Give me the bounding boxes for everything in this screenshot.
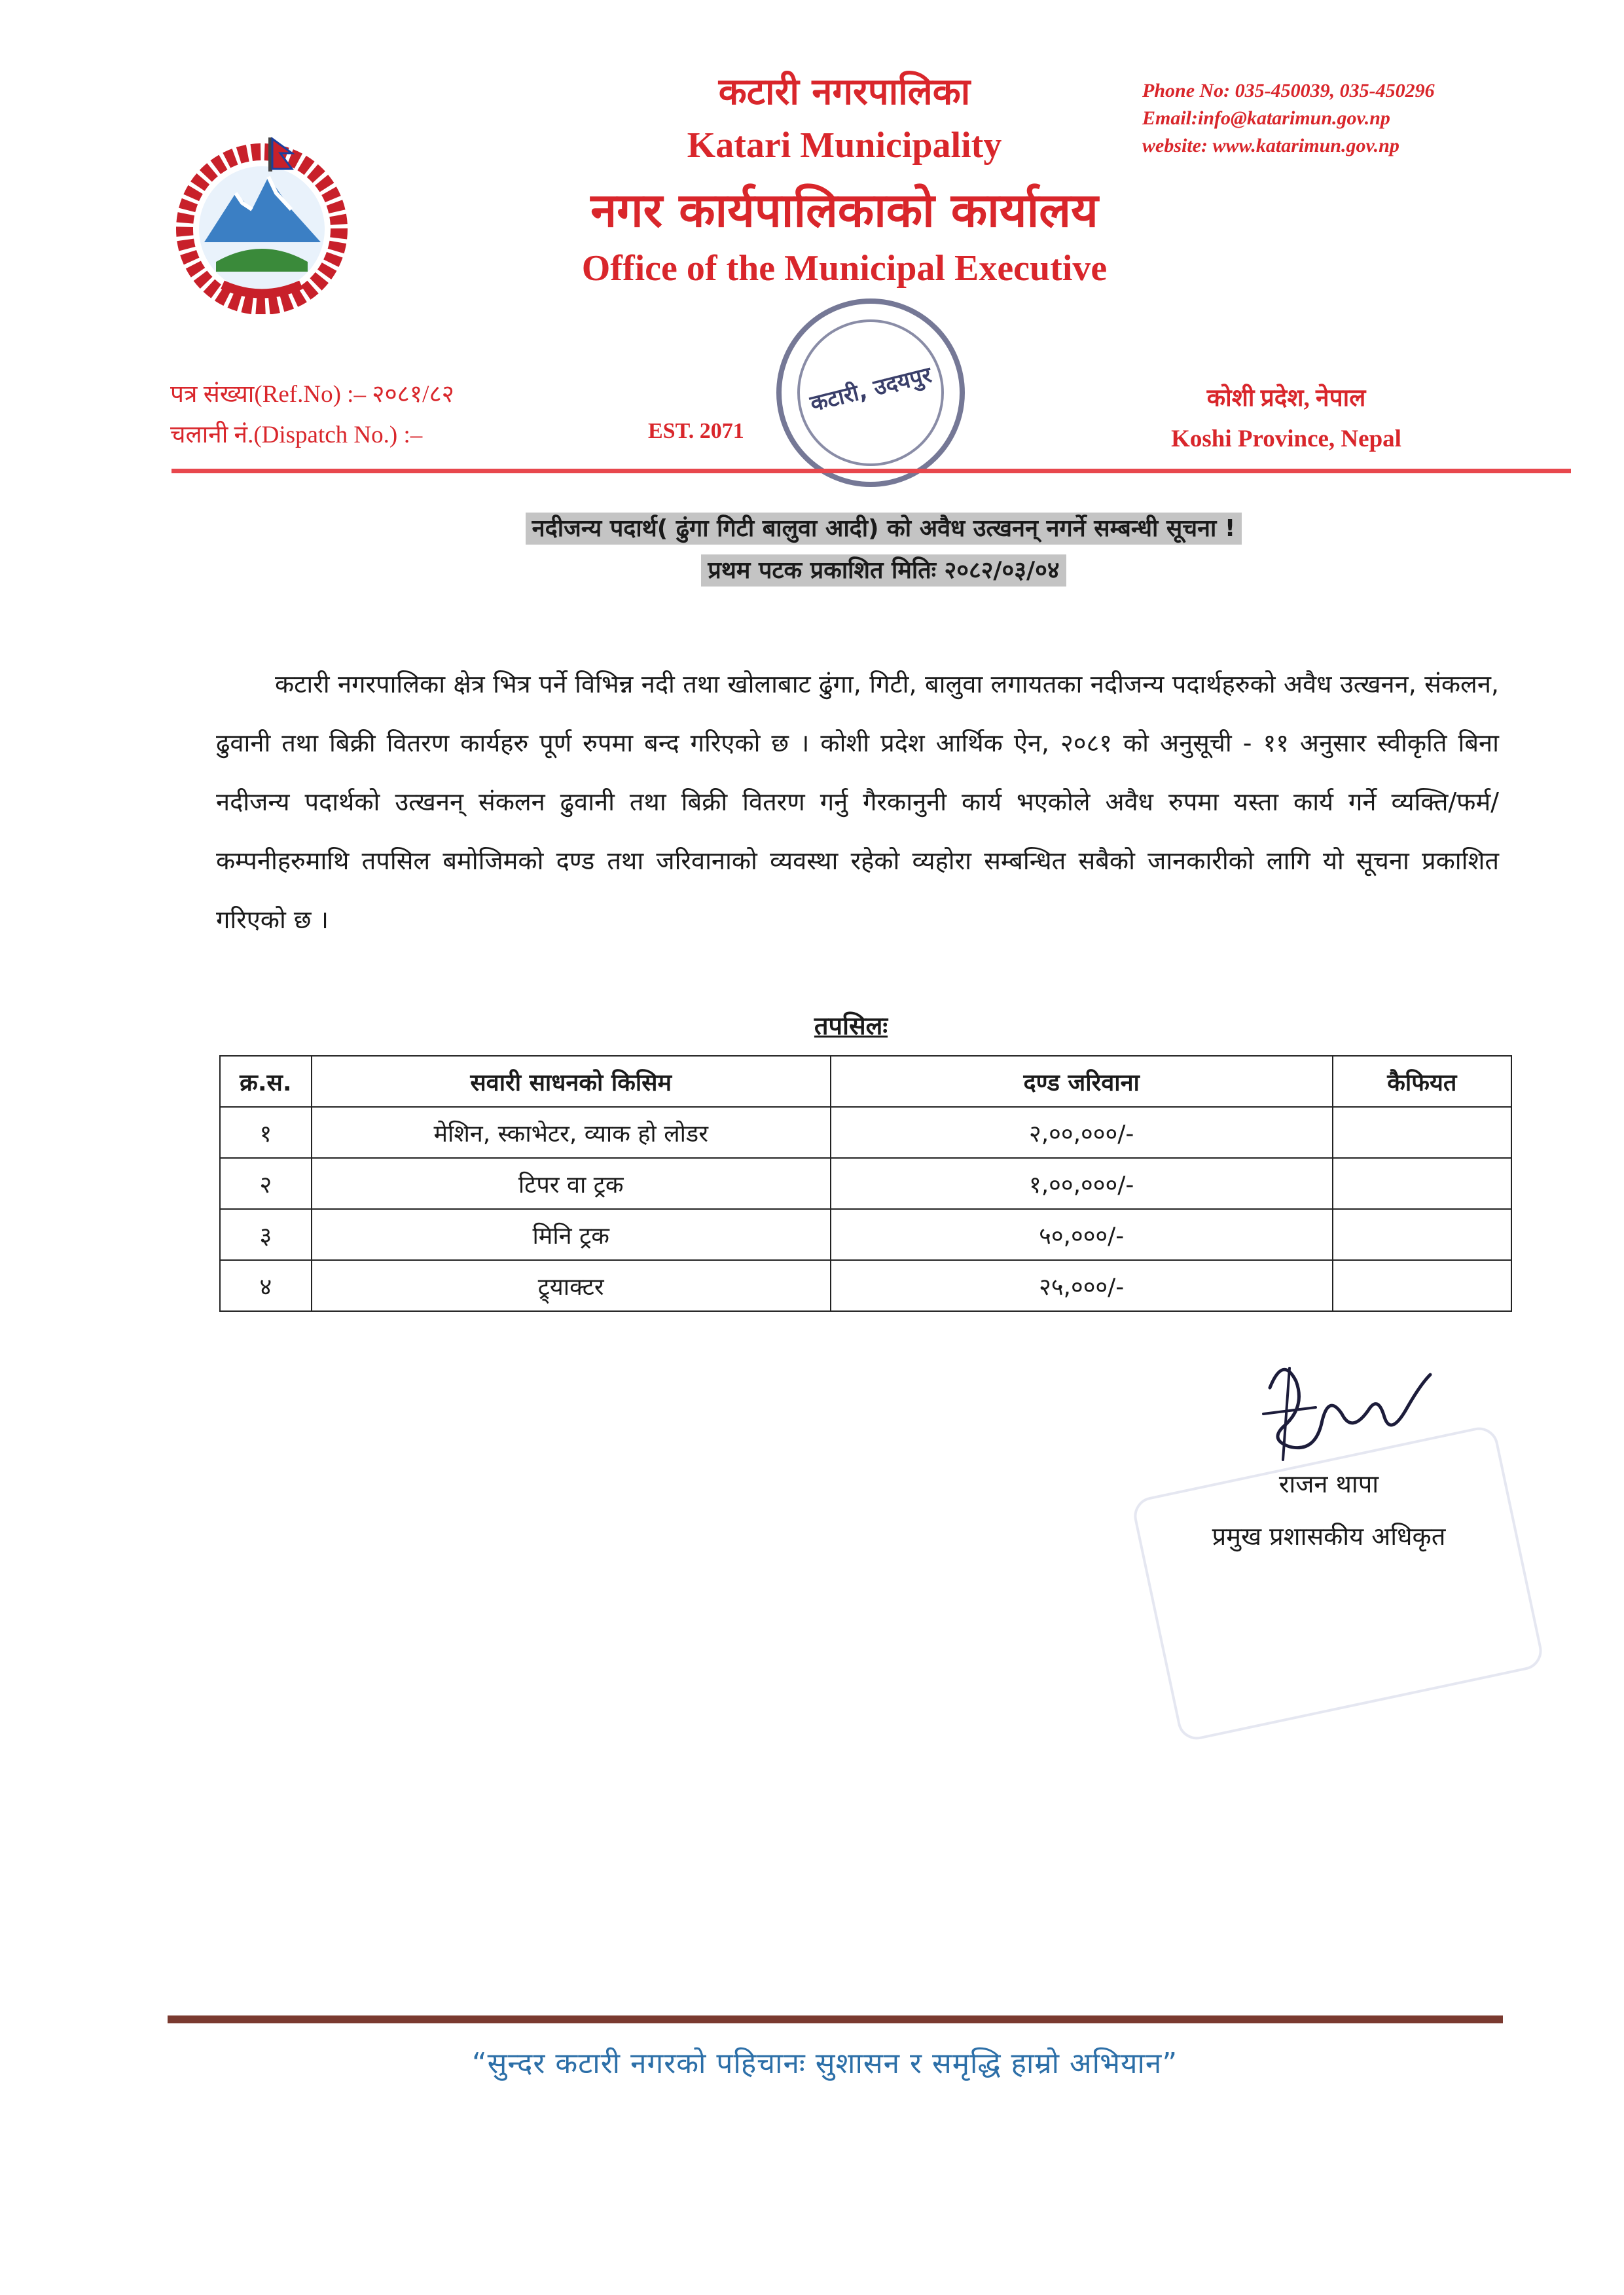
table-row: [220, 1107, 1511, 1158]
footer-divider: [168, 2015, 1503, 2023]
cell-fine: १,००,०००/-: [831, 1158, 1333, 1209]
footer-motto: “सुन्दर कटारी नगरको पहिचानः सुशासन र समृद्धि हाम्रो अभियान”: [471, 2047, 1178, 2080]
establishment-year: EST. 2071: [648, 419, 744, 443]
notice-title-block: [416, 508, 1351, 592]
cell-remarks: [1333, 1158, 1511, 1209]
contact-email: Email:info@katarimun.gov.np: [1142, 107, 1390, 129]
nepal-emblem-logo: [164, 131, 360, 314]
municipality-name-np: कटारी नगरपालिका: [718, 71, 971, 113]
handwritten-signature: [1244, 1348, 1440, 1473]
cell-serial: १: [220, 1107, 312, 1158]
notice-body: कटारी नगरपालिका क्षेत्र भित्र पर्ने विभिन्न नदी तथा खोलाबाट ढुंगा, गिटी, बालुवा लगायतका नदीजन्य पदार्थहरुको अवैध उत्खनन, संकलन, ढुवानी तथा बिक्री वितरण कार्यहरु पूर्ण रुपमा बन्द गरिएको छ । कोशी प्रदेश आर्थिक ऐन, २०८१ को अनुसूची - ११ अनुसार स्वीकृति बिना नदीजन्य पदार्थको उत्खनन् संकलन ढुवानी तथा बिक्री वितरण गर्नु गैरकानुनी कार्य भएकोले अवैध रुपमा यस्ता कार्य गर्ने व्यक्ति/फर्म/कम्पनीहरुमाथि तपसिल बमोजिमको दण्ड तथा जरिवानाको व्यवस्था रहेको व्यहोरा सम्बन्धित सबैको जानकारीको लागि यो सूचना प्रकाशित गरिएको छ ।: [216, 670, 1499, 934]
table-row: [220, 1260, 1511, 1311]
header-fine: दण्ड जरिवाना: [831, 1056, 1333, 1107]
reference-block: [170, 374, 454, 456]
dispatch-number: चलानी नं.(Dispatch No.) :–: [170, 422, 423, 448]
cell-remarks: [1333, 1107, 1511, 1158]
province-np: कोशी प्रदेश, नेपाल: [1206, 385, 1366, 412]
published-date: प्रथम पटक प्रकाशित मितिः २०८२/०३/०४: [701, 554, 1066, 587]
office-name-np: नगर कार्यपालिकाको कार्यालय: [590, 183, 1098, 238]
table-header-row: [220, 1056, 1511, 1107]
contact-website: website: www.katarimun.gov.np: [1142, 135, 1399, 156]
fines-table: [219, 1055, 1512, 1312]
contact-block: [1142, 77, 1561, 160]
province-en: Koshi Province, Nepal: [1171, 425, 1401, 452]
province-block: [1146, 378, 1427, 460]
table-row: [220, 1209, 1511, 1260]
table-row: [220, 1158, 1511, 1209]
cell-fine: २,००,०००/-: [831, 1107, 1333, 1158]
header-serial: क्र.स.: [220, 1056, 312, 1107]
cell-vehicle: मेशिन, स्काभेटर, व्याक हो लोडर: [312, 1107, 831, 1158]
cell-fine: ५०,०००/-: [831, 1209, 1333, 1260]
cell-serial: २: [220, 1158, 312, 1209]
office-name-en: Office of the Municipal Executive: [581, 248, 1108, 289]
notice-title: नदीजन्य पदार्थ( ढुंगा गिटी बालुवा आदी) को अवैध उत्खनन् नगर्ने सम्बन्धी सूचना !: [526, 513, 1242, 545]
municipality-name-en: Katari Municipality: [687, 125, 1002, 166]
cell-vehicle: मिनि ट्रक: [312, 1209, 831, 1260]
schedule-title: तपसिलः: [814, 1011, 888, 1040]
cell-remarks: [1333, 1260, 1511, 1311]
cell-remarks: [1333, 1209, 1511, 1260]
header-divider: [171, 469, 1571, 473]
cell-fine: २५,०००/-: [831, 1260, 1333, 1311]
cell-serial: ४: [220, 1260, 312, 1311]
signatory-name: राजन थापा: [1278, 1470, 1379, 1498]
cell-vehicle: ट्र्याक्टर: [312, 1260, 831, 1311]
signatory-title: प्रमुख प्रशासकीय अधिकृत: [1212, 1522, 1446, 1551]
cell-serial: ३: [220, 1209, 312, 1260]
cell-vehicle: टिपर वा ट्रक: [312, 1158, 831, 1209]
header-vehicle-type: सवारी साधनको किसिम: [312, 1056, 831, 1107]
contact-phone: Phone No: 035-450039, 035-450296: [1142, 80, 1435, 101]
seal-text: कटारी, उदयपुर: [807, 361, 935, 418]
ref-number: पत्र संख्या(Ref.No) :– २०८१/८२: [170, 381, 454, 408]
header-remarks: कैफियत: [1333, 1056, 1511, 1107]
